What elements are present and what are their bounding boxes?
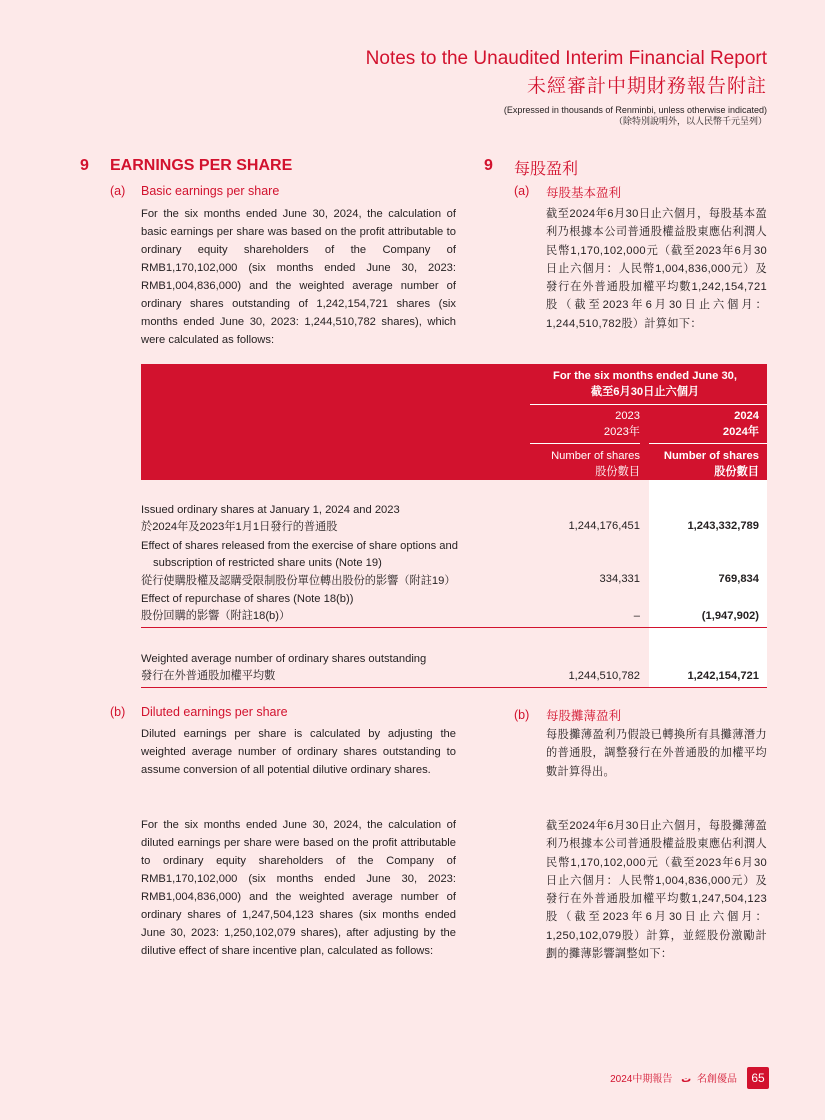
footer-report-name: 2024中期報告 — [610, 1074, 673, 1085]
col-2024-unit — [645, 448, 759, 480]
unit-2024-zh: 股份數目 — [714, 466, 759, 478]
currency-note-en: (Expressed in thousands of Renminbi, unless otherwise indicated) — [503, 105, 767, 115]
header-divider — [530, 404, 767, 405]
footer-brand-name: 名創優品 — [697, 1074, 737, 1085]
diluted-paragraph-2-zh: 截至2024年6月30日止六個月，每股攤薄盈利乃根據本公司普通股權益股東應佔利潤人民幣1,170,102,000元（截至2023年6月30日止六個月：人民幣1,004,836,000元）及發行在外普通股加權平均數1,247,504,123股（截至2023年6月30日止六個月：1,250,102,079股）計算，並經股份激勵計劃的攤薄影響調整如下： — [546, 820, 767, 961]
row-label-en: Issued ordinary shares at January 1, 2024 and 2023 — [141, 504, 400, 516]
diluted-title-zh: 每股攤薄盈利 — [546, 709, 622, 723]
row-label-zh: 股份回購的影響（附註18(b)） — [141, 610, 291, 623]
section-title-zh: 每股盈利 — [514, 161, 579, 178]
row-label-en-2: subscription of restricted share units (Note 19) — [153, 557, 382, 570]
year-2023-en: 2023 — [615, 410, 640, 422]
basic-title-en: Basic earnings per share — [141, 184, 280, 198]
row-label-zh: 從行使購股權及認購受限制股份單位轉出股份的影響（附註19） — [141, 574, 456, 587]
diluted-label-en: (b) — [110, 705, 126, 719]
year-2024-zh: 2024年 — [722, 426, 759, 438]
options-2023-value: 334,331 — [599, 573, 640, 585]
total-rule — [141, 687, 767, 688]
repurchase-2023-value: – — [633, 610, 640, 622]
basic-paragraph-en: For the six months ended June 30, 2024, the calculation of basic earnings per share was based on the profit attributable to ordinary equity shareholders of the Company of RMB1,170,102,000 (six months ended June 30, 2023: RMB1,004,836,000) and the weighted average number of ordinary shares outstanding of 1,242,154,721 shares (six months ended June 30, 2023: 1,244,510,782 shares), which were calculated as follows: — [141, 208, 456, 346]
issued-2024-value: 1,243,332,789 — [687, 520, 759, 532]
header-divider-2023 — [530, 443, 640, 444]
basic-title-zh: 每股基本盈利 — [546, 186, 622, 200]
unit-2024-en: Number of shares — [663, 450, 759, 462]
diluted-label-zh: (b) — [514, 708, 530, 722]
diluted-title-en: Diluted earnings per share — [141, 705, 288, 719]
report-title-en: Notes to the Unaudited Interim Financial Report — [365, 48, 767, 69]
issued-2023-value: 1,244,176,451 — [568, 520, 640, 532]
table-row-total — [141, 651, 426, 686]
col-2024-year — [649, 408, 759, 440]
diluted-paragraph-2-en: For the six months ended June 30, 2024, the calculation of diluted earnings per share were based on the profit attributable to ordinary equity shareholders of the Company of RMB1,170,102,000 (six months ended June 30, 2023: RMB1,004,836,000) and the weighted average number of ordinary shares of 1,247,504,123 shares (six months ended June 30, 2023: 1,250,102,079 shares), after adjusting by the dilutive effect of share incentive plan, calculated as follows: — [141, 819, 456, 957]
table-row-issued — [141, 502, 400, 537]
options-2024-value: 769,834 — [718, 573, 759, 585]
diluted-paragraph-1-zh: 每股攤薄盈利乃假設已轉換所有具攤薄潛力的普通股，調整發行在外普通股的加權平均數計算得出。 — [546, 729, 767, 778]
footer — [610, 1070, 737, 1085]
year-2023-zh: 2023年 — [603, 426, 640, 438]
repurchase-2024-value: (1,947,902) — [701, 610, 759, 622]
currency-note — [504, 105, 767, 127]
row-label-en-1: Effect of shares released from the exercise of share options and — [141, 540, 458, 552]
period-zh: 截至6月30日止六個月 — [590, 386, 700, 398]
subtotal-rule — [141, 627, 767, 628]
col-2023-unit — [520, 448, 640, 480]
header-divider-2024 — [649, 443, 767, 444]
row-label-zh: 於2024年及2023年1月1日發行的普通股 — [141, 521, 338, 534]
basic-paragraph-zh: 截至2024年6月30日止六個月，每股基本盈利乃根據本公司普通股權益股東應佔利潤人民幣1,170,102,000元（截至2023年6月30日止六個月：人民幣1,004,836,000元）及發行在外普通股加權平均數1,242,154,721股（截至2023年6月30日止六個月：1,244,510,782股）計算如下： — [546, 208, 767, 330]
table-row-repurchase — [141, 591, 353, 626]
row-label-en: Effect of repurchase of shares (Note 18(b)) — [141, 593, 354, 605]
currency-note-zh: （除特別說明外，以人民幣千元呈列） — [613, 116, 767, 126]
section-number-en: 9 — [80, 157, 89, 174]
total-2023-value: 1,244,510,782 — [568, 670, 640, 682]
unit-2023-zh: 股份數目 — [595, 466, 640, 478]
year-2024-en: 2024 — [734, 410, 759, 422]
unit-2023-en: Number of shares — [551, 450, 640, 462]
brand-logo-icon: ت — [681, 1074, 692, 1085]
diluted-paragraph-1-en: Diluted earnings per share is calculated by adjusting the weighted average number of ordinary shares outstanding to assume conversion of all potential dilutive ordinary shares. — [141, 728, 456, 776]
section-number-zh: 9 — [484, 157, 493, 174]
basic-label-en: (a) — [110, 184, 126, 198]
period-en: For the six months ended June 30, — [552, 370, 737, 382]
report-title-zh: 未經審計中期財務報告附註 — [526, 76, 767, 97]
row-label-zh: 發行在外普通股加權平均數 — [141, 670, 276, 683]
row-label-en: Weighted average number of ordinary shares outstanding — [141, 653, 427, 665]
table-period-header — [530, 368, 760, 400]
total-2024-value: 1,242,154,721 — [687, 670, 759, 682]
section-title-en: EARNINGS PER SHARE — [110, 157, 293, 174]
page-number: 65 — [747, 1067, 769, 1089]
col-2023-year — [530, 408, 640, 440]
table-row-share-options — [141, 538, 458, 590]
basic-label-zh: (a) — [514, 184, 530, 198]
